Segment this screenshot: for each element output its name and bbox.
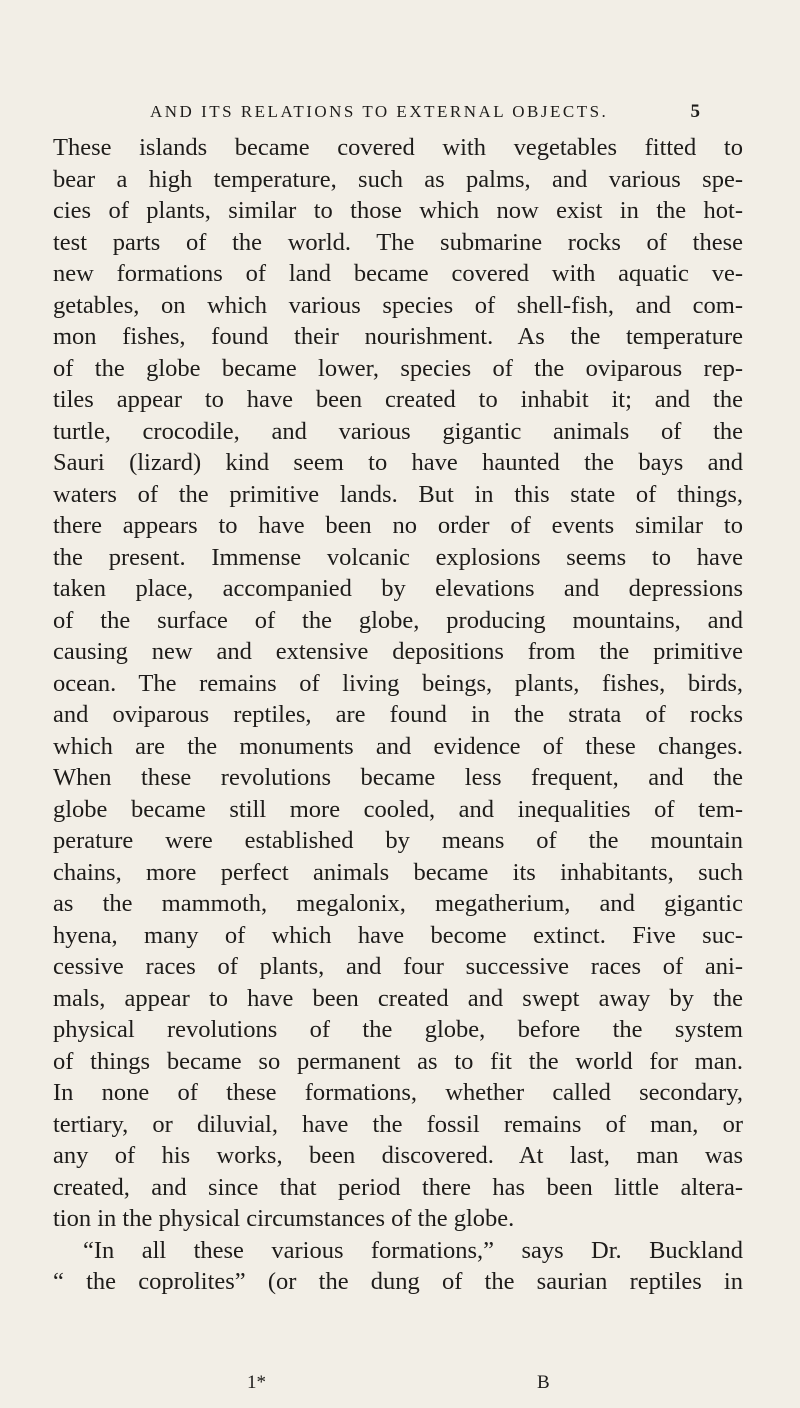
text-line: Sauri (lizard) kind seem to have haunted the bays and	[53, 449, 743, 476]
text-line-quote-start: “In all these various formations,” says Dr. Buckland	[83, 1236, 743, 1264]
text-line: chains, more perfect animals became its inhabitants, such	[53, 858, 743, 886]
text-line: and oviparous reptiles, are found in the strata of rocks	[53, 701, 743, 728]
text-line: which are the monuments and evidence of these changes.	[53, 732, 743, 760]
text-line-paragraph-end: tion in the physical circumstances of the globe.	[53, 1205, 515, 1232]
text-line: When these revolutions became less frequent, and the	[53, 764, 743, 791]
text-line: taken place, accompanied by elevations and depressions	[53, 575, 743, 602]
text-line: mals, appear to have been created and swept away by the	[53, 984, 743, 1012]
page-footer	[0, 1368, 800, 1398]
text-line: physical revolutions of the globe, before the system	[53, 1016, 743, 1043]
text-line: bear a high temperature, such as palms, and various spe-	[53, 165, 743, 193]
text-line: hyena, many of which have become extinct. Five suc-	[53, 921, 743, 949]
text-line: as the mammoth, megalonix, megatherium, and gigantic	[53, 890, 743, 917]
body-text	[53, 132, 743, 1298]
text-line: of the surface of the globe, producing mountains, and	[53, 606, 743, 634]
text-line: ocean. The remains of living beings, plants, fishes, birds,	[53, 669, 743, 697]
text-line: getables, on which various species of shell-fish, and com-	[53, 291, 743, 319]
text-line: causing new and extensive depositions from the primitive	[53, 638, 743, 665]
text-line: cies of plants, similar to those which now exist in the hot-	[53, 197, 743, 224]
text-line: turtle, crocodile, and various gigantic animals of the	[53, 417, 743, 445]
running-head	[150, 96, 700, 128]
text-line: created, and since that period there has been little altera-	[53, 1173, 743, 1201]
text-line: perature were established by means of the mountain	[53, 827, 743, 854]
text-line: there appears to have been no order of events similar to	[53, 512, 743, 539]
text-line: of the globe became lower, species of the oviparous rep-	[53, 354, 743, 382]
page-number: 5	[690, 101, 700, 122]
text-line: These islands became covered with vegetables fitted to	[53, 134, 743, 161]
text-line: mon fishes, found their nourishment. As the temperature	[53, 323, 743, 350]
text-line: In none of these formations, whether called secondary,	[53, 1079, 743, 1106]
signature-mark: 1*	[247, 1372, 266, 1393]
text-line: the present. Immense volcanic explosions seems to have	[53, 543, 743, 571]
text-line: “ the coprolites” (or the dung of the saurian reptiles in	[53, 1268, 743, 1295]
text-line: any of his works, been discovered. At last, man was	[53, 1142, 743, 1169]
text-line: tiles appear to have been created to inhabit it; and the	[53, 386, 743, 413]
text-line: of things became so permanent as to fit the world for man.	[53, 1047, 743, 1075]
text-line: waters of the primitive lands. But in this state of things,	[53, 480, 743, 508]
text-line: cessive races of plants, and four successive races of ani-	[53, 953, 743, 980]
text-line: new formations of land became covered with aquatic ve-	[53, 260, 743, 287]
text-line: test parts of the world. The submarine rocks of these	[53, 228, 743, 256]
running-head-title: AND ITS RELATIONS TO EXTERNAL OBJECTS.	[150, 102, 609, 121]
gathering-mark: B	[537, 1372, 550, 1393]
text-line: tertiary, or diluvial, have the fossil remains of man, or	[53, 1110, 743, 1138]
text-line: globe became still more cooled, and inequalities of tem-	[53, 795, 743, 823]
